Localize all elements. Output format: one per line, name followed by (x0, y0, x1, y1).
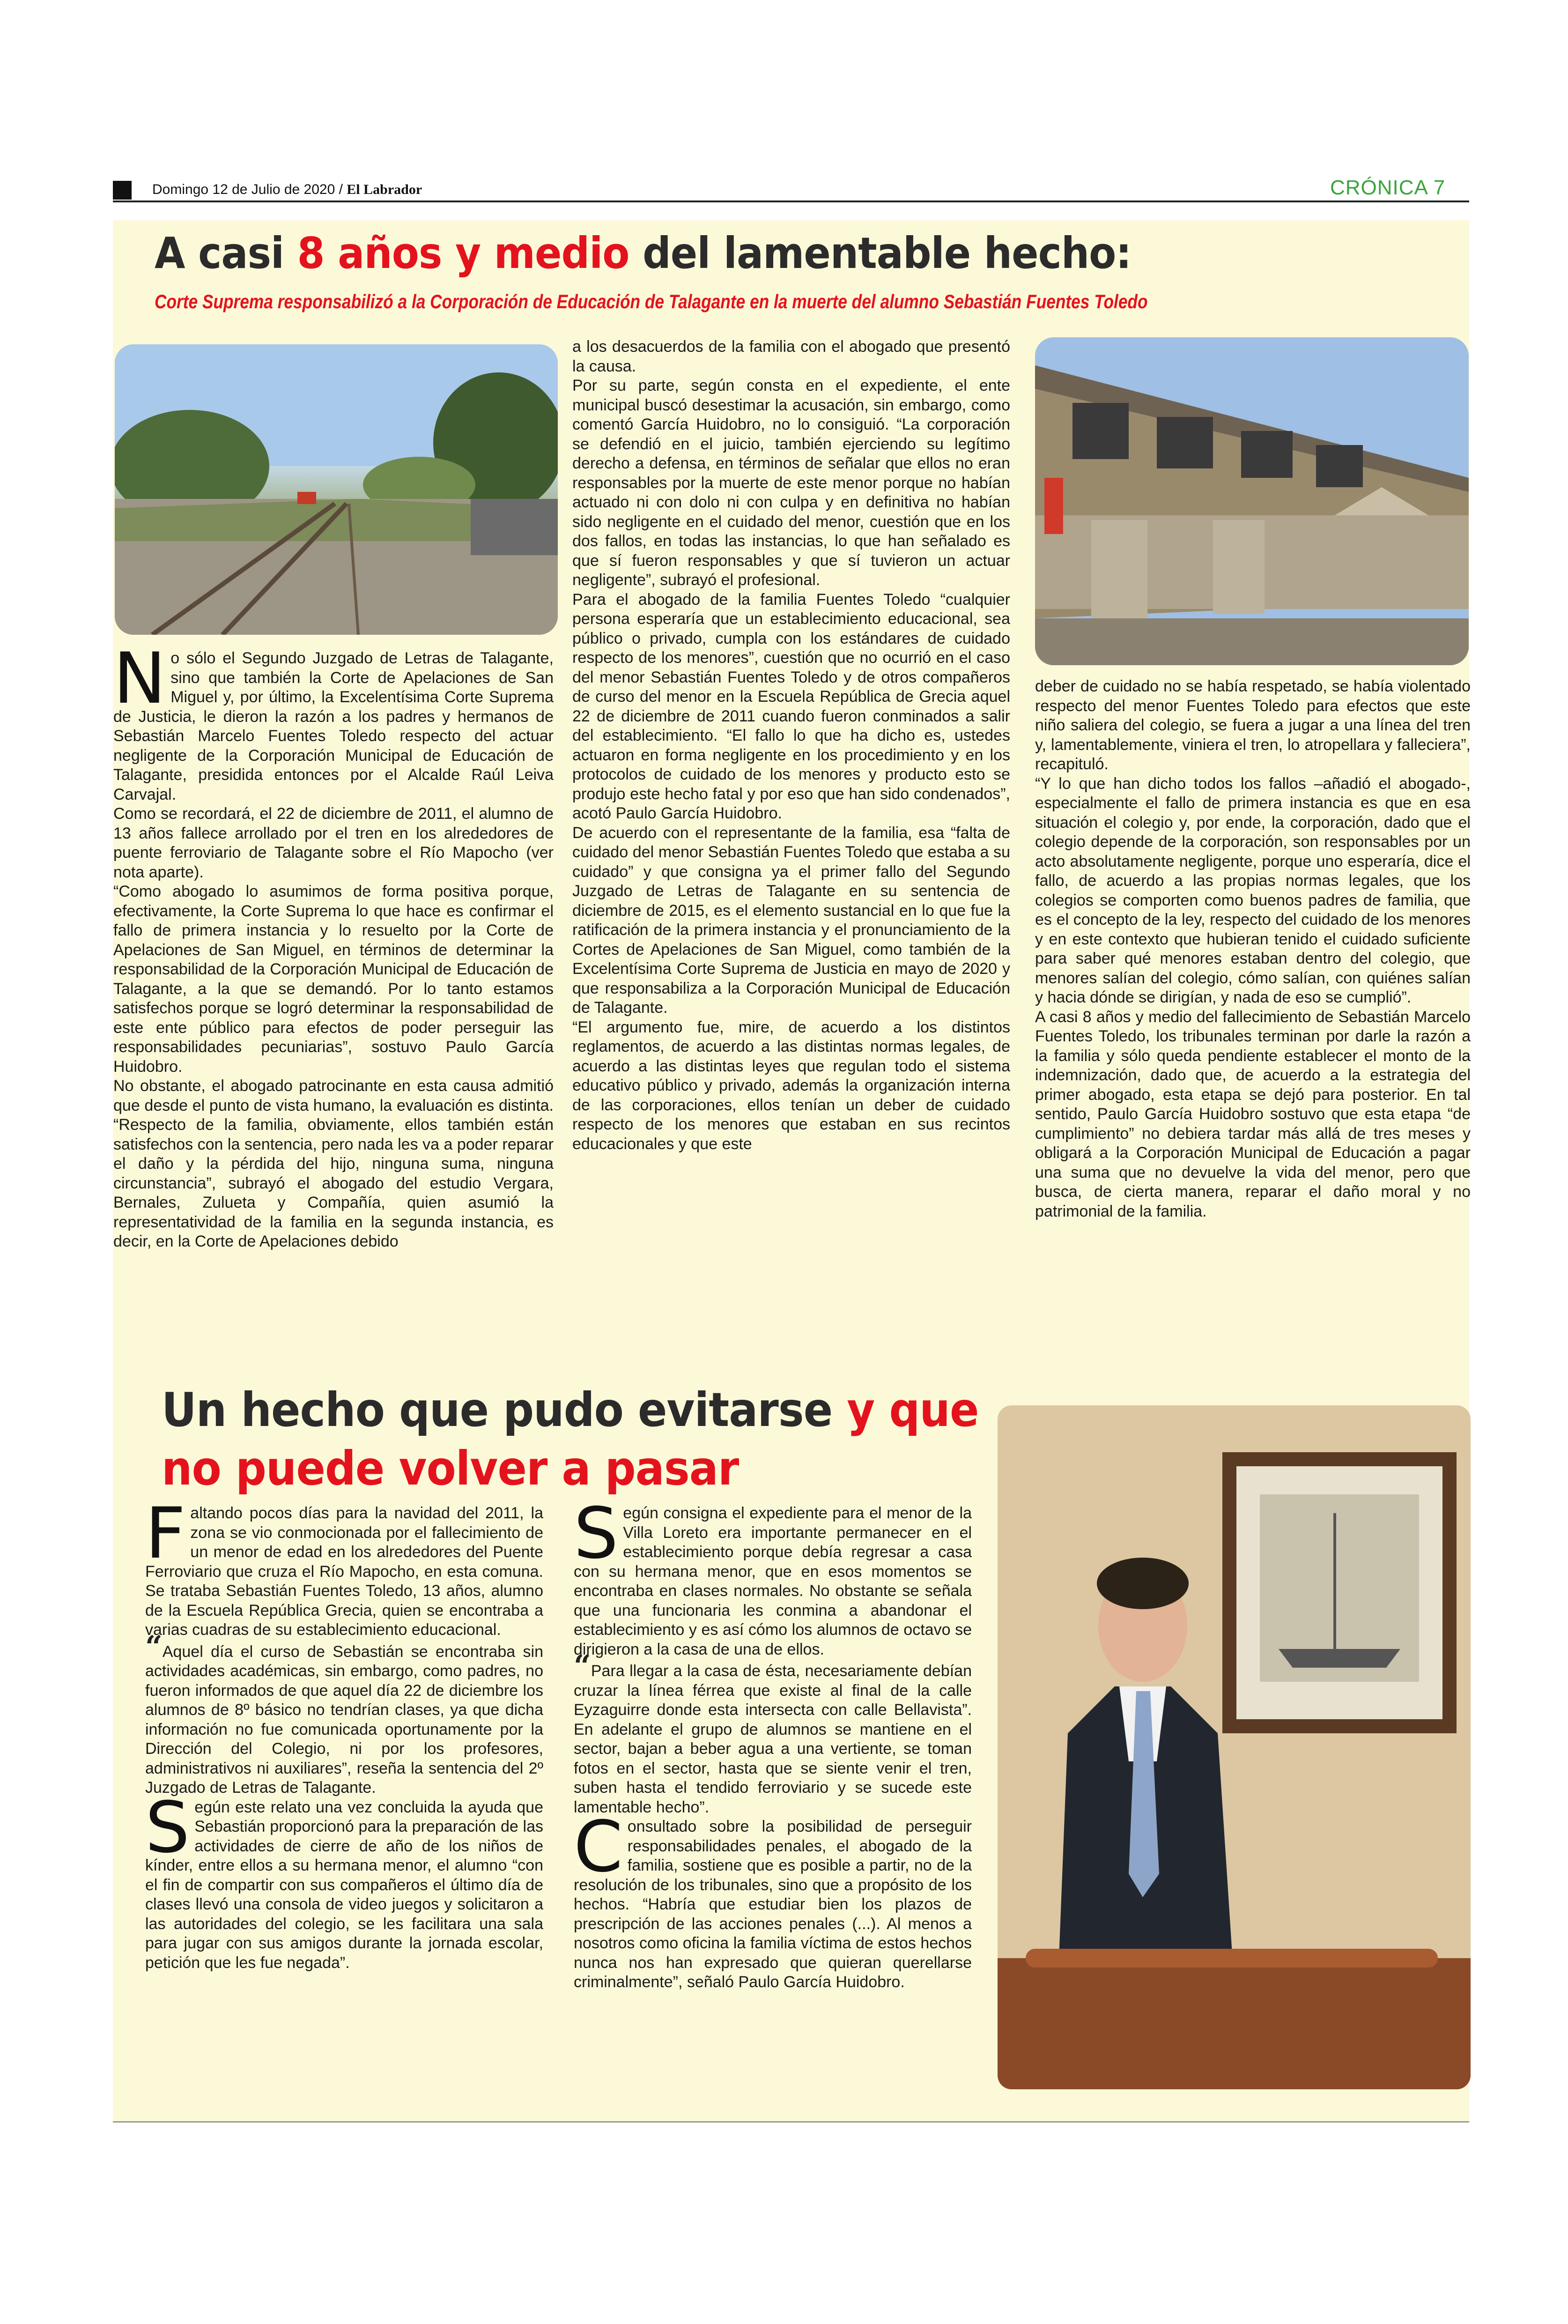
paragraph: “Como abogado lo asumimos de forma positiva porque, efectivamente, la Corte Suprema lo que hace es confirmar el fallo de primera instancia y lo resuelto por la Corte de Apelaciones de San Miguel, en términos de determinar la responsabilidad de la Corporación Municipal de Educación de Talagante, a la que se demandó. Por lo tanto estamos satisfechos porque se logró determinar la responsabilidad de este ente público para efectos de poder perseguir las responsabilidades pecuniarias”, sostuvo Paulo García Huidobro. (113, 883, 554, 1076)
quote-mark-icon: “ (145, 1629, 163, 1664)
main-subtitle: Corte Suprema responsabilizó a la Corporación de Educación de Talagante en la muerte del alumno Sebastián Fuentes Toledo (155, 290, 1148, 312)
paragraph: “Y lo que han dicho todos los fallos –añadió el abogado-, especialmente el fallo de primera instancia es que en esa situación el colegio y, por ende, la corporación, dado que el colegio depende de la corporación, son responsables por un acto absolutamente negligente, porque uno esperaría, dice el fallo, de acuerdo a las propias normas legales, que los colegios se comporten como buenos padres de familia, que es el concepto de la ley, respecto del cuidado de los menores y en este contexto que hubieran tenido el cuidado suficiente para saber qué menores estaban dentro del colegio, que menores salían del colegio, cómo salían, con quiénes salían y hacia dónde se dirigían, y nada de eso se cumplió”. (1035, 774, 1471, 1006)
section-label: CRÓNICA 7 (1330, 176, 1446, 199)
paragraph: “El argumento fue, mire, de acuerdo a los distintos reglamentos, de acuerdo a las distintas normas legales, de acuerdo a las distintas leyes que regulan todo el sistema educativo público y privado, además la organización interna de las corporaciones, ellos tenían un deber de cuidado respecto de los menores que estaban en sus recintos educacionales y que este (572, 1018, 1010, 1153)
article-column-1 (113, 638, 554, 1252)
header-date (152, 182, 422, 198)
sidebar-headline-line2: no puede volver a pasar (162, 1441, 739, 1496)
drop-cap: N (113, 638, 166, 720)
quote-mark-icon: “ (574, 1648, 591, 1684)
quote-text: Aquel día el curso de Sebastián se encontraba sin actividades académicas, sin embargo, como padres, no fueron informados de que aquel día 22 de diciembre los alumnos de 8º básico no tendrían clases, ya que dicha información no fue comunicada oportunamente por la Dirección del Colegio, ni por los profesores, administrativos ni auxiliares”, reseña la sentencia del 2º Juzgado de Letras de Talagante. (145, 1642, 543, 1797)
header-marker (113, 181, 132, 200)
article-column-2 (572, 337, 1010, 1154)
sidebar-headline-line1 (162, 1382, 979, 1437)
paragraph: onsultado sobre la posibilidad de perseguir responsabilidades penales, el abogado de la familia, sostiene que es posible a partir, no de la resolución de los tribunales, sino que a propósito de los hechos. “Habría que estudiar bien los plazos de prescripción de las acciones penales (...). Al menos a nosotros como oficina la familia víctima de estos hechos nunca nos han expresado que quieran querellarse criminalmente”, señaló Paulo García Huidobro. (574, 1818, 972, 1991)
date-text: Domingo 12 de Julio de 2020 (152, 182, 335, 197)
quote-paragraph (145, 1629, 543, 1798)
school-photo (1035, 337, 1469, 665)
drop-cap: F (145, 1493, 186, 1574)
headline-part: Un hecho que pudo evitarse (162, 1382, 833, 1437)
paragraph: egún este relato una vez concluida la ayuda que Sebastián proporcionó para la preparación de las actividades de cierre de año de los niños de kínder, entre ellos a su hermana menor, el alumno “con el fin de compartir con sus compañeros el último día de clases llevó una consola de video juegos y solicitaron a las autoridades del colegio, se les facilitara una sala para jugar con sus amigos durante la jornada escolar, petición que les fue negada”. (145, 1798, 543, 1972)
headline-part: del lamentable hecho: (629, 228, 1132, 278)
lawyer-photo (998, 1405, 1471, 2089)
paragraph: Para el abogado de la familia Fuentes Toledo “cualquier persona esperaría que un establecimiento educacional, sea público o privado, cumpla con los estándares de cuidado respecto de los menores”, cuestión que no ocurrió en el caso del menor Sebastián Fuentes Toledo y de otros compañeros de curso del menor en la Escuela República de Grecia aquel 22 de diciembre de 2011 cuando fueron conminados a salir del establecimiento. “El fallo lo que ha dicho es, ustedes actuaron en forma negligente en los procedimiento y en los protocolos de cuidado de los menores y producto esto se produjo este hecho fatal y por eso que han sido condenados”, acotó Paulo García Huidobro. (572, 590, 1010, 822)
paragraph: A casi 8 años y medio del fallecimiento de Sebastián Marcelo Fuentes Toledo, los tribunales terminan por darle la razón a la familia y sólo queda pendiente establecer el monto de la indemnización, dado que, de acuerdo a la estrategia del primer abogado, esta etapa se dejó para posterior. En tal sentido, Paulo García Huidobro sostuvo que esta etapa “de cumplimiento” no debiera tardar más allá de tres meses y obligará a la Corporación Municipal de Educación a pagar una suma que no devuelve la vida del menor, pero que busca, de cierta manera, reparar el daño moral y no patrimonial de la familia. (1035, 1008, 1471, 1220)
paragraph: De acuerdo con el representante de la familia, esa “falta de cuidado del menor Sebastián Fuentes Toledo que estaba a su cuidado” y que consigna ya el primer fallo del Segundo Juzgado de Letras de Talagante en su sentencia de diciembre de 2015, es el elemento sustancial en lo que fue la ratificación de la primera instancia y el pronunciamiento de la Cortes de Apelaciones de San Miguel, como también de la Excelentísima Corte Suprema de Justicia en mayo de 2020 y que responsabiliza a la Corporación Municipal de Educación de Talagante. (572, 824, 1010, 1017)
article-column-3 (1035, 677, 1471, 1221)
main-headline (155, 228, 1132, 278)
railway-illustration (115, 344, 558, 635)
paragraph: deber de cuidado no se había respetado, se había violentado respecto del menor Fuentes Toledo para efectos que este niño saliera del colegio, se fuera a jugar a una línea del tren y, lamentablemente, viniera el tren, lo atropellara y falleciera”, recapituló. (1035, 677, 1471, 773)
paragraph: No obstante, el abogado patrocinante en esta causa admitió que desde el punto de vista humano, la evaluación es distinta. “Respecto de la familia, obviamente, ellos también están satisfechos con la sentencia, pero nada les va a poder reparar el daño y la pérdida del hijo, ninguna suma, ninguna circunstancia”, subrayó el abogado del estudio Vergara, Bernales, Zulueta y Compañía, quien asumió la representatividad de la familia en la segunda instancia, es decir, en la Corte de Apelaciones debido (113, 1077, 554, 1250)
school-illustration (1035, 337, 1469, 665)
sidebar-column-2 (574, 1493, 972, 1992)
drop-cap: S (574, 1493, 619, 1574)
quote-paragraph (574, 1648, 972, 1817)
paragraph: egún consigna el expediente para el menor de la Villa Loreto era importante permanecer en el establecimiento porque debía regresar a casa con su hermana menor, que en esos momentos se encontraba en clases normales. No obstante se señala que una funcionaria les conmina a abandonar el establecimiento y es así cómo los alumnos de octavo se dirigieron a la casa de una de ellos. (574, 1504, 972, 1658)
paragraph: a los desacuerdos de la familia con el abogado que presentó la causa. (572, 338, 1010, 375)
headline-part: A casi (155, 228, 297, 278)
quote-text: Para llegar a la casa de ésta, necesariamente debían cruzar la línea férrea que existe al final de la calle Eyzaguirre donde esta intersecta con calle Bellavista”. En adelante el grupo de alumnos se mantiene en el sector, bajan a beber agua a una vertiente, se toman fotos en el sector, hasta que se siente venir el tren, suben hasta el tendido ferroviario y se sucede este lamentable hecho”. (574, 1662, 972, 1816)
paragraph: Como se recordará, el 22 de diciembre de 2011, el alumno de 13 años fallece arrollado por el tren en los alrededores de puente ferroviario de Talagante sobre el Río Mapocho (ver nota aparte). (113, 805, 554, 881)
lawyer-illustration (998, 1405, 1471, 2089)
newspaper-name: El Labrador (347, 182, 422, 197)
separator: / (335, 182, 347, 197)
headline-highlight: 8 años y medio (297, 228, 629, 278)
paragraph: altando pocos días para la navidad del 2011, la zona se vio conmocionada por el fallecimiento de un menor de edad en los alrededores del Puente Ferroviario que cruza el Río Mapocho, en esta comuna. Se trataba Sebastián Fuentes Toledo, 13 años, alumno de la Escuela República Grecia, quien se encontraba a varias cuadras de su establecimiento educacional. (145, 1504, 543, 1639)
drop-cap: C (574, 1806, 623, 1888)
railway-photo (115, 344, 558, 635)
page-bottom-rule (113, 2121, 1469, 2123)
header-rule (113, 200, 1469, 202)
drop-cap: S (145, 1787, 190, 1869)
sidebar-column-1 (145, 1493, 543, 1973)
paragraph: Por su parte, según consta en el expediente, el ente municipal buscó desestimar la acusación, sin embargo, como comentó García Huidobro, no lo consiguió. “La corporación se defendió en el juicio, también ejerciendo su legítimo derecho a defensa, en términos de señalar que ellos no eran responsables por la muerte de este menor porque no habían actuado ni con dolo ni con culpa y en definitiva no habían sido negligente en el cuidado del menor, cuestión que en los dos fallos, en todas las instancias, lo que han señalado es que sí fueron responsables y que sí tuvieron un actuar negligente”, subrayó el profesional. (572, 377, 1010, 589)
paragraph: o sólo el Segundo Juzgado de Letras de Talagante, sino que también la Corte de Apelaciones de San Miguel y, por último, la Excelentísima Corte Suprema de Justicia, le dieron la razón a los padres y hermanos de Sebastián Marcelo Fuentes Toledo respecto del actuar negligente de la Corporación Municipal de Educación de Talagante, presidida entonces por el Alcalde Raúl Leiva Carvajal. (113, 649, 554, 803)
headline-highlight: y que (832, 1382, 979, 1437)
